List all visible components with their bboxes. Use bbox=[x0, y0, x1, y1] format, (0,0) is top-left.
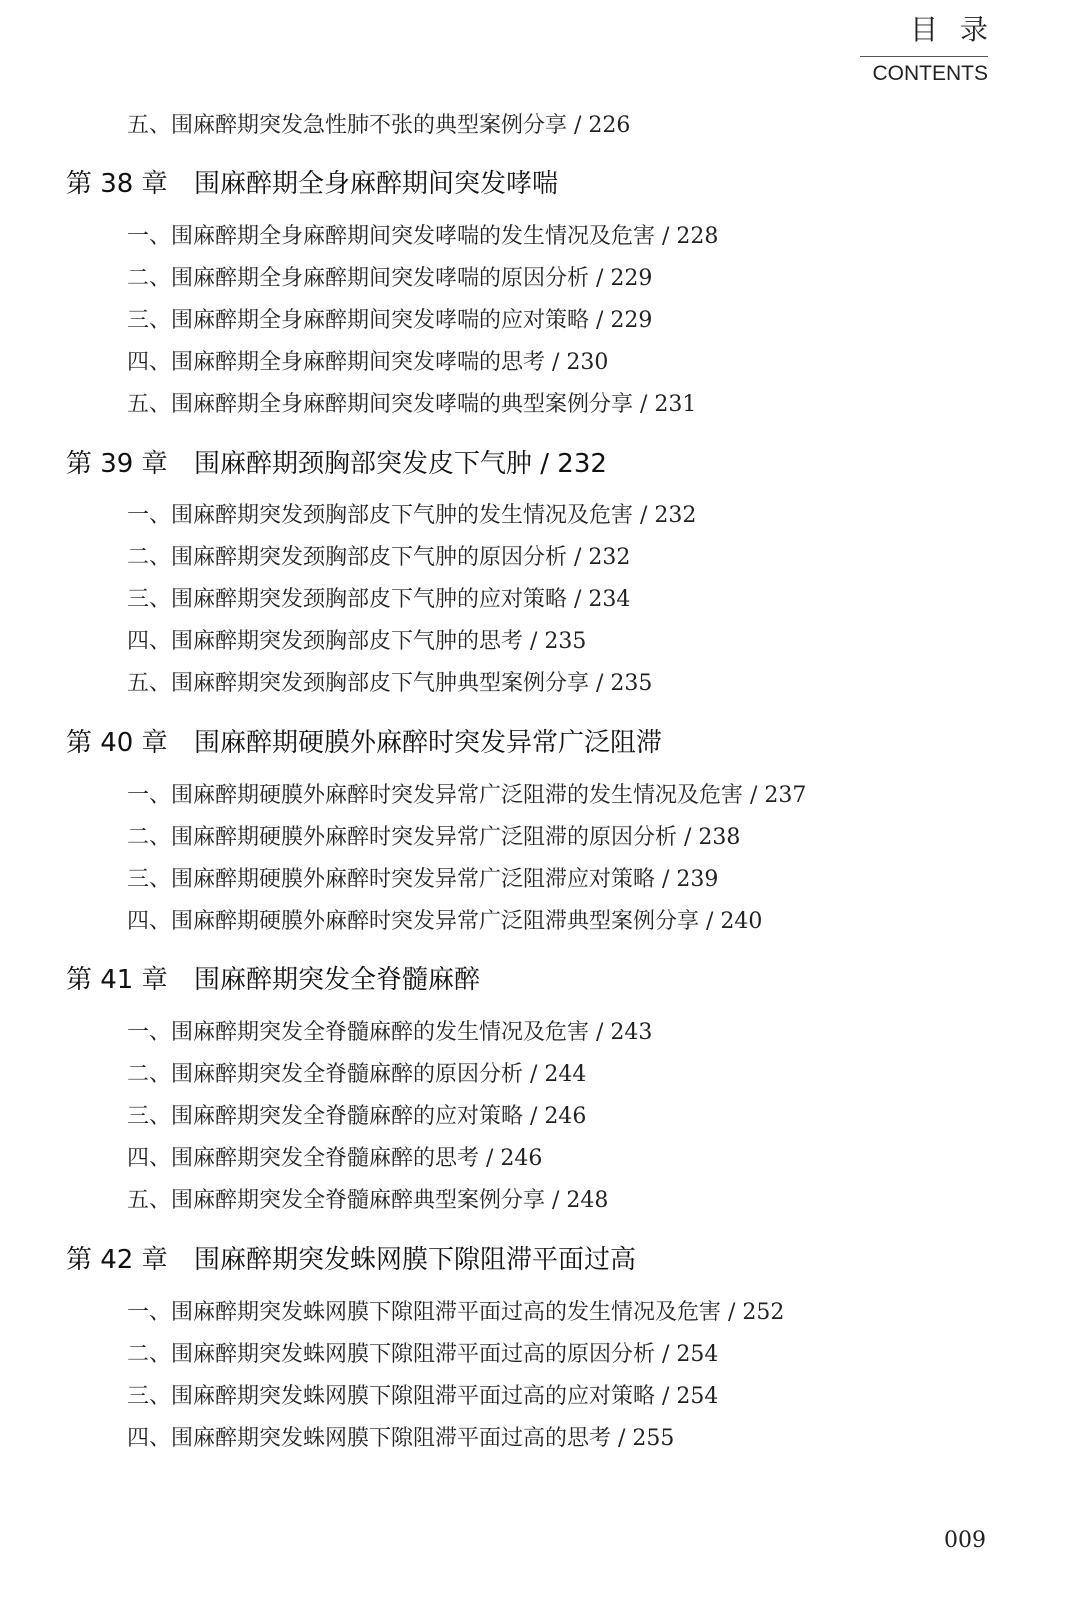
toc-section-entry: 四、围麻醉期突发颈胸部皮下气肿的思考 / 235 bbox=[127, 629, 587, 654]
toc-chapter bbox=[66, 1242, 636, 1278]
header-title: 目录 bbox=[909, 13, 1010, 46]
toc-section-entry: 一、围麻醉期突发蛛网膜下隙阻滞平面过高的发生情况及危害 / 252 bbox=[127, 1300, 785, 1325]
toc-chapter bbox=[66, 446, 607, 482]
toc-section-entry: 三、围麻醉期全身麻醉期间突发哮喘的应对策略 / 229 bbox=[127, 308, 653, 333]
toc-section-entry: 五、围麻醉期突发颈胸部皮下气肿典型案例分享 / 235 bbox=[127, 671, 653, 696]
toc-section-entry: 一、围麻醉期硬膜外麻醉时突发异常广泛阻滞的发生情况及危害 / 237 bbox=[127, 783, 807, 808]
chapter-number: 第 38 章 bbox=[66, 169, 168, 199]
toc-section-entry: 二、围麻醉期突发全脊髓麻醉的原因分析 / 244 bbox=[127, 1062, 587, 1087]
toc-section-entry: 三、围麻醉期突发蛛网膜下隙阻滞平面过高的应对策略 / 254 bbox=[127, 1384, 719, 1409]
toc-chapter bbox=[66, 725, 662, 761]
chapter-number: 第 42 章 bbox=[66, 1245, 168, 1275]
chapter-title: 围麻醉期全身麻醉期间突发哮喘 bbox=[194, 169, 559, 199]
toc-section-entry: 二、围麻醉期突发颈胸部皮下气肿的原因分析 / 232 bbox=[127, 545, 631, 570]
chapter-title: 围麻醉期突发全脊髓麻醉 bbox=[194, 965, 481, 995]
toc-chapter bbox=[66, 166, 558, 202]
chapter-number: 第 40 章 bbox=[66, 728, 168, 758]
toc-section-entry: 五、围麻醉期突发全脊髓麻醉典型案例分享 / 248 bbox=[127, 1188, 609, 1213]
toc-section-entry: 一、围麻醉期全身麻醉期间突发哮喘的发生情况及危害 / 228 bbox=[127, 224, 719, 249]
toc-section-entry: 一、围麻醉期突发全脊髓麻醉的发生情况及危害 / 243 bbox=[127, 1020, 653, 1045]
toc-section-entry: 一、围麻醉期突发颈胸部皮下气肿的发生情况及危害 / 232 bbox=[127, 503, 697, 528]
chapter-number: 第 41 章 bbox=[66, 965, 168, 995]
toc-section-entry: 四、围麻醉期硬膜外麻醉时突发异常广泛阻滞典型案例分享 / 240 bbox=[127, 909, 763, 934]
toc-section-entry: 二、围麻醉期突发蛛网膜下隙阻滞平面过高的原因分析 / 254 bbox=[127, 1342, 719, 1367]
toc-section-entry: 四、围麻醉期突发全脊髓麻醉的思考 / 246 bbox=[127, 1146, 543, 1171]
toc-section-entry: 四、围麻醉期突发蛛网膜下隙阻滞平面过高的思考 / 255 bbox=[127, 1426, 675, 1451]
toc-section-entry: 二、围麻醉期全身麻醉期间突发哮喘的原因分析 / 229 bbox=[127, 266, 653, 291]
toc-section-entry: 五、围麻醉期全身麻醉期间突发哮喘的典型案例分享 / 231 bbox=[127, 392, 697, 417]
toc-section-entry: 四、围麻醉期全身麻醉期间突发哮喘的思考 / 230 bbox=[127, 350, 609, 375]
toc-section-entry: 三、围麻醉期突发全脊髓麻醉的应对策略 / 246 bbox=[127, 1104, 587, 1129]
chapter-title: 围麻醉期突发蛛网膜下隙阻滞平面过高 bbox=[194, 1245, 637, 1275]
toc-section-entry: 五、围麻醉期突发急性肺不张的典型案例分享 / 226 bbox=[127, 113, 631, 138]
header-subtitle: CONTENTS bbox=[872, 62, 988, 85]
chapter-number: 第 39 章 bbox=[66, 449, 168, 479]
page-number: 009 bbox=[944, 1528, 986, 1553]
chapter-title: 围麻醉期颈胸部突发皮下气肿 / 232 bbox=[194, 449, 607, 479]
toc-section-entry: 三、围麻醉期突发颈胸部皮下气肿的应对策略 / 234 bbox=[127, 587, 631, 612]
chapter-title: 围麻醉期硬膜外麻醉时突发异常广泛阻滞 bbox=[194, 728, 663, 758]
toc-section-entry: 三、围麻醉期硬膜外麻醉时突发异常广泛阻滞应对策略 / 239 bbox=[127, 867, 719, 892]
toc-chapter bbox=[66, 962, 480, 998]
toc-section-entry: 二、围麻醉期硬膜外麻醉时突发异常广泛阻滞的原因分析 / 238 bbox=[127, 825, 741, 850]
